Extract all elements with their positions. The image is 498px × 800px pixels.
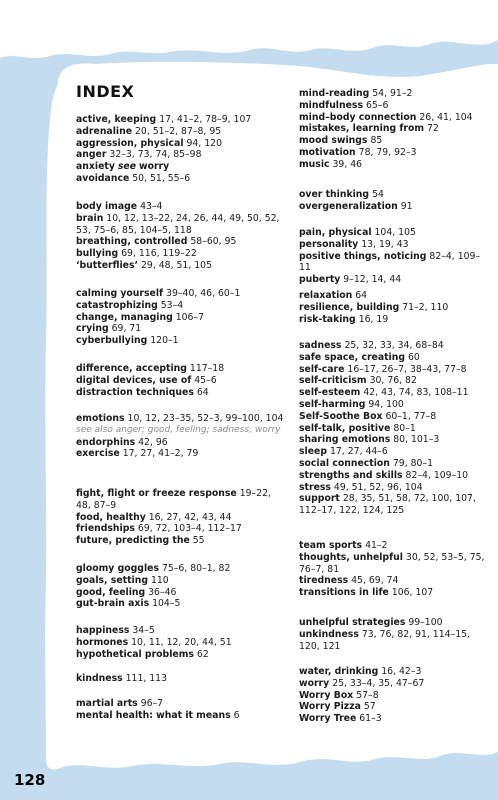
index-term: tiredness <box>299 575 349 587</box>
index-entry <box>76 512 288 524</box>
index-pages: 50, 51, 55–6 <box>132 172 191 184</box>
index-pages: 39, 46 <box>332 158 363 170</box>
index-pages: 19–22, 48, 87–9 <box>76 488 271 511</box>
see-target: worry <box>138 161 170 173</box>
index-entry <box>299 239 489 251</box>
index-term: mood swings <box>299 135 368 147</box>
index-term: pain, physical <box>299 227 372 238</box>
index-entry <box>299 446 489 458</box>
index-entry <box>76 587 288 599</box>
index-pages: 17, 27, 44–6 <box>329 446 388 458</box>
index-group <box>76 413 288 460</box>
index-entry <box>76 575 288 587</box>
index-group <box>299 227 489 286</box>
index-term: goals, setting <box>76 574 148 586</box>
index-term: safe space, creating <box>299 351 406 363</box>
index-entry <box>299 713 489 725</box>
index-pages: 58–60, 95 <box>190 236 237 248</box>
index-entry <box>299 587 489 599</box>
index-term: self-criticism <box>299 375 367 387</box>
index-entry <box>299 629 489 653</box>
index-pages: 111, 113 <box>125 673 168 684</box>
index-entry <box>76 649 288 661</box>
index-pages: 25, 32, 33, 34, 68–84 <box>344 340 444 351</box>
index-entry <box>76 563 288 575</box>
index-pages: 45–6 <box>194 374 217 386</box>
index-entry <box>76 710 288 722</box>
index-pages: 104, 105 <box>374 227 416 238</box>
index-term: music <box>299 158 330 170</box>
index-pages: 16–17, 26–7, 38–43, 77–8 <box>347 363 467 375</box>
index-term: mind–body connection <box>299 111 417 123</box>
see-also-note: see also anger; good, feeling; sadness; worry <box>76 424 281 435</box>
index-term: future, predicting the <box>76 535 190 547</box>
index-group <box>76 673 288 685</box>
index-entry <box>76 375 288 387</box>
page-number: 128 <box>14 771 46 789</box>
index-term: mindfulness <box>299 99 363 111</box>
index-entry <box>299 274 489 286</box>
index-term: Worry Pizza <box>299 701 361 713</box>
index-pages: 25, 33–4, 35, 47–67 <box>332 677 425 689</box>
index-entry <box>299 352 489 364</box>
index-term: exercise <box>76 448 120 460</box>
index-entry <box>299 411 489 423</box>
index-term: over thinking <box>299 189 370 200</box>
index-term: difference, accepting <box>76 363 187 374</box>
index-term: change, managing <box>76 311 173 323</box>
index-entry <box>76 323 288 335</box>
index-term: Self-Soothe Box <box>299 410 383 422</box>
index-group <box>299 540 489 599</box>
index-entry <box>299 482 489 494</box>
index-entry <box>76 523 288 535</box>
index-pages: 60 <box>408 351 420 363</box>
index-entry <box>299 147 489 159</box>
index-pages: 110 <box>150 574 169 586</box>
index-entry <box>76 698 288 710</box>
index-term: positive things, noticing <box>299 250 427 262</box>
index-pages: 99–100 <box>408 617 443 628</box>
index-entry <box>76 312 288 324</box>
index-entry <box>299 290 489 302</box>
index-entry <box>76 363 288 375</box>
see-reference: see <box>117 161 137 173</box>
index-term: avoidance <box>76 172 130 184</box>
index-pages: 30, 52, 53–5, 75, 76–7, 81 <box>299 551 485 575</box>
index-entry <box>76 673 288 685</box>
index-pages: 16, 27, 42, 43, 44 <box>148 511 232 523</box>
index-pages: 80, 101–3 <box>393 434 440 446</box>
index-pages: 117–18 <box>189 363 225 374</box>
index-entry <box>299 575 489 587</box>
index-entry <box>299 112 489 124</box>
index-term: transitions in life <box>299 587 389 599</box>
index-term: mind-reading <box>299 88 370 99</box>
index-pages: 16, 19 <box>358 313 389 325</box>
index-group <box>76 698 288 722</box>
index-pages: 75–6, 80–1, 82 <box>161 563 231 574</box>
index-entry <box>76 213 288 237</box>
index-term: mental health: what it means <box>76 709 231 721</box>
index-pages: 106, 107 <box>391 587 434 599</box>
index-group <box>76 625 288 660</box>
index-term: calming yourself <box>76 288 164 299</box>
index-pages: 10, 12, 23–35, 52–3, 99–100, 104 <box>127 413 284 424</box>
index-term: puberty <box>299 274 341 286</box>
index-term: social connection <box>299 457 390 469</box>
index-pages: 29, 48, 51, 105 <box>141 259 212 271</box>
index-term: mistakes, learning from <box>299 123 425 135</box>
index-pages: 85 <box>370 135 383 147</box>
index-term: motivation <box>299 146 356 158</box>
index-group <box>76 201 288 272</box>
index-entry <box>299 364 489 376</box>
index-pages: 79, 80–1 <box>392 457 434 469</box>
index-pages: 69, 116, 119–22 <box>121 248 197 260</box>
index-term: body image <box>76 201 138 212</box>
index-pages: 71–2, 110 <box>402 301 449 313</box>
index-entry <box>76 625 288 637</box>
index-pages: 36–46 <box>148 586 177 598</box>
index-group <box>299 666 489 725</box>
index-pages: 64 <box>355 290 368 301</box>
index-term: thoughts, unhelpful <box>299 551 403 563</box>
index-pages: 54, 91–2 <box>372 88 413 99</box>
index-entry <box>76 387 288 399</box>
index-entry <box>299 666 489 678</box>
index-group <box>299 189 489 213</box>
index-title: INDEX <box>76 82 135 101</box>
index-term: Worry Box <box>299 689 354 701</box>
index-entry <box>299 458 489 470</box>
index-group <box>299 340 489 517</box>
index-pages: 13, 19, 43 <box>361 238 409 250</box>
index-pages: 82–4, 109–10 <box>405 469 469 481</box>
index-entry <box>299 201 489 213</box>
index-pages: 41–2 <box>365 540 388 551</box>
index-term: adrenaline <box>76 125 133 137</box>
index-term: Worry Tree <box>299 713 357 725</box>
index-entry <box>76 300 288 312</box>
index-entry <box>299 423 489 435</box>
index-term: support <box>299 493 340 505</box>
index-entry <box>76 138 288 150</box>
index-pages: 30, 76, 82 <box>369 375 417 387</box>
index-term: unkindness <box>299 628 359 640</box>
index-term: anxiety <box>76 161 115 173</box>
index-pages: 62 <box>196 648 209 660</box>
index-term: bullying <box>76 248 119 260</box>
index-entry <box>299 493 489 517</box>
index-group <box>299 290 489 325</box>
index-entry <box>299 302 489 314</box>
index-term: self-talk, positive <box>299 422 391 434</box>
index-term: strengths and skills <box>299 469 403 481</box>
index-pages: 16, 42–3 <box>381 666 422 677</box>
index-entry <box>76 114 288 126</box>
index-pages: 42, 43, 74, 83, 108–11 <box>363 387 469 399</box>
index-pages: 91 <box>400 200 413 212</box>
index-term: self-care <box>299 363 345 375</box>
index-term: fight, flight or freeze response <box>76 488 237 499</box>
index-term: team sports <box>299 540 363 551</box>
index-entry <box>299 251 489 275</box>
index-term: crying <box>76 323 109 335</box>
index-term: self-harming <box>299 398 366 410</box>
index-pages: 94, 120 <box>186 137 222 149</box>
index-pages: 64 <box>196 386 209 398</box>
index-entry <box>76 535 288 547</box>
index-entry <box>76 248 288 260</box>
index-term: breathing, controlled <box>76 236 188 248</box>
index-term: hormones <box>76 636 129 648</box>
index-pages: 26, 41, 104 <box>419 111 473 123</box>
index-entry <box>299 227 489 239</box>
index-term: emotions <box>76 413 125 424</box>
index-entry <box>76 260 288 272</box>
index-pages: 106–7 <box>175 311 204 323</box>
index-pages: 17, 27, 41–2, 79 <box>122 448 199 460</box>
index-entry <box>299 340 489 352</box>
index-pages: 54 <box>372 189 384 200</box>
index-pages: 34–5 <box>132 625 155 636</box>
index-group <box>299 88 489 171</box>
index-term: catastrophizing <box>76 299 158 311</box>
index-term: water, drinking <box>299 666 379 677</box>
index-group <box>76 363 288 398</box>
index-term: risk-taking <box>299 313 356 325</box>
index-pages: 80–1 <box>393 422 416 434</box>
index-entry <box>299 552 489 576</box>
index-pages: 9–12, 14, 44 <box>343 274 402 286</box>
index-pages: 78, 79, 92–3 <box>358 146 417 158</box>
index-entry <box>76 161 288 173</box>
index-term: hypothetical problems <box>76 648 194 660</box>
index-pages: 73, 76, 82, 91, 114–15, 120, 121 <box>299 628 470 652</box>
index-term: martial arts <box>76 698 138 709</box>
index-pages: 45, 69, 74 <box>351 575 399 587</box>
index-term: stress <box>299 481 331 493</box>
index-entry <box>76 437 288 449</box>
index-entry <box>76 488 288 512</box>
index-term: anger <box>76 149 107 161</box>
index-term: sadness <box>299 340 342 351</box>
index-entry <box>299 434 489 446</box>
index-entry <box>76 598 288 610</box>
index-pages: 39–40, 46, 60–1 <box>166 288 241 299</box>
index-term: resilience, building <box>299 301 400 313</box>
index-group <box>76 114 288 185</box>
index-pages: 49, 51, 52, 96, 104 <box>333 481 423 493</box>
index-pages: 42, 96 <box>138 436 168 448</box>
index-entry <box>299 387 489 399</box>
index-pages: 57 <box>363 701 376 713</box>
index-pages: 10, 12, 13–22, 24, 26, 44, 49, 50, 52, 53, 75–6, 85, 104–5, 118 <box>76 212 280 236</box>
index-entry <box>76 335 288 347</box>
index-term: distraction techniques <box>76 386 194 398</box>
index-term: brain <box>76 212 104 224</box>
index-pages: 28, 35, 51, 58, 72, 100, 107, 112–17, 122, 124, 125 <box>299 493 476 517</box>
index-entry <box>299 470 489 482</box>
index-pages: 10, 11, 12, 20, 44, 51 <box>131 636 232 648</box>
index-pages: 120–1 <box>150 335 179 347</box>
index-term: sleep <box>299 446 327 458</box>
index-entry <box>299 314 489 326</box>
index-pages: 57–8 <box>356 689 379 701</box>
index-pages: 72 <box>427 123 439 135</box>
index-term: gut-brain axis <box>76 598 150 610</box>
index-term: self-esteem <box>299 387 361 399</box>
index-entry <box>299 159 489 171</box>
index-term: endorphins <box>76 436 136 448</box>
index-pages: 96–7 <box>140 698 164 709</box>
index-pages: 69, 72, 103–4, 112–17 <box>137 523 242 535</box>
index-entry <box>299 399 489 411</box>
index-term: relaxation <box>299 290 353 301</box>
index-pages: 32–3, 73, 74, 85–98 <box>109 149 202 161</box>
index-entry <box>76 236 288 248</box>
index-term: sharing emotions <box>299 434 391 446</box>
index-entry <box>76 173 288 185</box>
index-entry <box>299 123 489 135</box>
index-term: active, keeping <box>76 114 157 125</box>
index-pages: 20, 51–2, 87–8, 95 <box>134 125 222 137</box>
index-entry <box>76 413 288 425</box>
index-entry <box>76 637 288 649</box>
index-entry <box>76 201 288 213</box>
index-pages: 55 <box>192 535 205 547</box>
index-entry <box>299 617 489 629</box>
index-term: aggression, physical <box>76 137 184 149</box>
index-term: personality <box>299 238 359 250</box>
index-term: ‘butterflies’ <box>76 259 139 271</box>
index-pages: 6 <box>233 709 240 721</box>
index-group <box>299 617 489 652</box>
index-entry <box>299 540 489 552</box>
index-entry <box>299 100 489 112</box>
index-entry <box>76 288 288 300</box>
index-entry <box>299 135 489 147</box>
index-term: cyberbullying <box>76 335 148 347</box>
index-entry <box>299 88 489 100</box>
index-term: happiness <box>76 625 130 636</box>
index-term: digital devices, use of <box>76 374 192 386</box>
index-entry <box>299 701 489 713</box>
index-term: kindness <box>76 673 123 684</box>
index-term: unhelpful strategies <box>299 617 406 628</box>
index-pages: 69, 71 <box>111 323 142 335</box>
index-term: food, healthy <box>76 511 146 523</box>
index-entry <box>299 189 489 201</box>
index-term: worry <box>299 677 330 689</box>
index-entry <box>76 126 288 138</box>
index-pages: 65–6 <box>365 99 389 111</box>
index-term: gloomy goggles <box>76 563 159 574</box>
index-pages: 82–4, 109–11 <box>299 250 481 274</box>
index-pages: 53–4 <box>160 299 184 311</box>
index-entry <box>76 149 288 161</box>
index-pages: 60–1, 77–8 <box>385 410 437 422</box>
index-group <box>76 288 288 347</box>
index-pages: 94, 100 <box>368 398 404 410</box>
index-entry <box>299 678 489 690</box>
index-term: good, feeling <box>76 586 146 598</box>
index-group <box>76 488 288 547</box>
index-entry <box>299 375 489 387</box>
index-entry <box>76 448 288 460</box>
index-term: friendships <box>76 523 135 535</box>
index-entry <box>299 690 489 702</box>
index-group <box>76 563 288 610</box>
index-pages: 43–4 <box>140 201 163 212</box>
index-term: overgeneralization <box>299 200 398 212</box>
index-pages: 104–5 <box>152 598 181 610</box>
index-pages: 61–3 <box>359 713 382 725</box>
index-pages: 17, 41–2, 78–9, 107 <box>159 114 252 125</box>
